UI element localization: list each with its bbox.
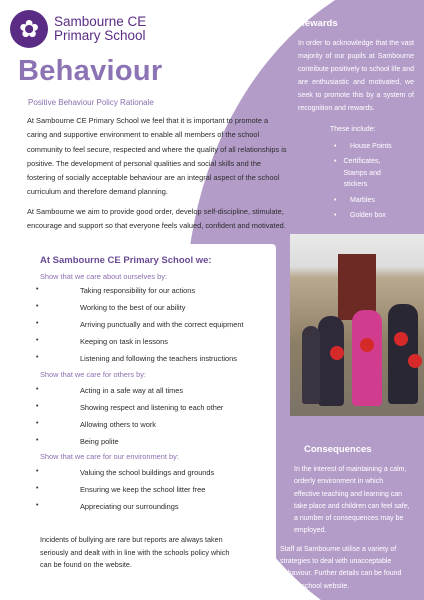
list-item: • Valuing the school buildings and grounds — [36, 468, 215, 477]
pupils-with-poppy-wreaths-photo — [290, 234, 424, 416]
poppy-icon — [330, 346, 344, 360]
bullet-icon: • — [334, 212, 337, 219]
rewards-include-label: These include: — [330, 126, 376, 133]
group-label-others: Show that we care for others by: — [40, 370, 146, 379]
rationale-paragraph-2: At Sambourne we aim to provide good order, develop self-discipline, stimulate, encourage and support so that everyone feels valued, confident and motivated. — [27, 206, 286, 231]
bullet-icon: • — [36, 303, 39, 310]
bullet-icon: • — [36, 320, 39, 327]
school-values-title: At Sambourne CE Primary School we: — [40, 255, 212, 266]
bullet-icon: • — [36, 485, 39, 492]
list-item: • Keeping on task in lessons — [36, 337, 168, 346]
list-item: • Arriving punctually and with the correct equipment — [36, 320, 244, 329]
bullet-icon: • — [334, 158, 337, 165]
bullet-icon: • — [36, 468, 39, 475]
poppy-icon — [360, 338, 374, 352]
rewards-text: In order to acknowledge that the vast majority of our pupils at Sambourne contribute positively to school life and are enthusiastic and motivated, we seek to promote this by a system of recognition and rewards. — [298, 40, 414, 112]
bullet-icon: • — [36, 420, 39, 427]
bullet-icon: • — [36, 502, 39, 509]
list-item: • Listening and following the teachers instructions — [36, 354, 237, 363]
list-item: • Appreciating our surroundings — [36, 502, 179, 511]
reward-item: • Certificates, Stamps and stickers — [334, 156, 404, 191]
list-item: • Ensuring we keep the school litter free — [36, 485, 206, 494]
page-title: Behaviour — [18, 55, 163, 87]
group-label-ourselves: Show that we care about ourselves by: — [40, 272, 167, 281]
school-name-line2: Primary School — [54, 28, 146, 43]
list-item: • Allowing others to work — [36, 420, 156, 429]
bullet-icon: • — [334, 197, 337, 204]
rationale-heading: Positive Behaviour Policy Rationale — [28, 98, 154, 107]
bullet-icon: • — [36, 337, 39, 344]
list-item: • Acting in a safe way at all times — [36, 386, 184, 395]
flower-emblem-icon: ✿ — [10, 10, 48, 48]
poppy-icon — [408, 354, 422, 368]
reward-item: • House Points — [334, 141, 392, 153]
bullying-note: Incidents of bullying are rare but reports are always taken seriously and dealt with in line with the schools policy which can be found on the website. — [40, 535, 230, 569]
consequences-title: Consequences — [304, 444, 372, 455]
list-item: • Being polite — [36, 437, 119, 446]
consequences-text: In the interest of maintaining a calm, orderly environment in which effective teaching and learning can take place and children can feel safe, a number of consequences may be employed. — [294, 466, 410, 535]
consequences-note: Staff at Sambourne utilise a variety of strategies to deal with unacceptable behaviour. Further details can be found on the school website. — [280, 545, 402, 590]
school-name — [54, 15, 146, 43]
list-item: • Taking responsibility for our actions — [36, 286, 196, 295]
bullet-icon: • — [36, 437, 39, 444]
rewards-title: Rewards — [298, 18, 338, 29]
rationale-text — [27, 114, 289, 233]
school-values-panel — [20, 244, 276, 580]
group-label-environment: Show that we care for our environment by: — [40, 452, 179, 461]
list-item: • Working to the best of our ability — [36, 303, 186, 312]
pupil-figure — [302, 326, 320, 404]
list-item: • Showing respect and listening to each other — [36, 403, 224, 412]
bullet-icon: • — [36, 403, 39, 410]
school-logo — [10, 10, 146, 48]
reward-item: • Marbles — [334, 195, 375, 207]
bullet-icon: • — [36, 386, 39, 393]
school-name-line1: Sambourne CE — [54, 14, 147, 29]
pupil-figure — [352, 310, 382, 406]
bullet-icon: • — [334, 143, 337, 150]
consequences-panel — [280, 444, 410, 593]
rationale-paragraph-1: At Sambourne CE Primary School we feel that it is important to promote a caring and supportive environment to enable all members of the school community to feel secure, respected and where the quality of all relationships is positive. The development of personal qualities and social skills and the fostering of socially acceptable behaviour are an integral aspect of the school curriculum and therefore demand planning. — [27, 116, 287, 197]
pupil-figure — [318, 316, 344, 406]
bullet-icon: • — [36, 354, 39, 361]
reward-item: • Golden box — [334, 210, 386, 222]
rewards-panel — [298, 18, 414, 219]
poppy-icon — [394, 332, 408, 346]
bullet-icon: • — [36, 286, 39, 293]
